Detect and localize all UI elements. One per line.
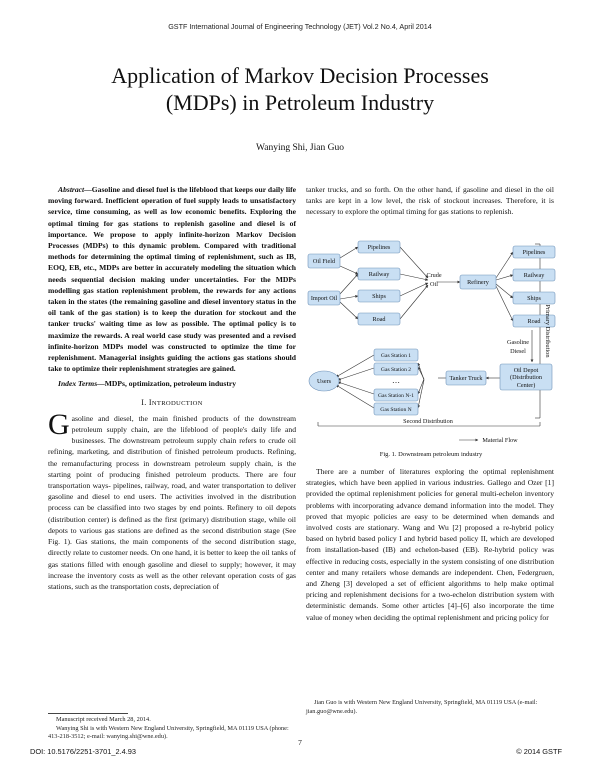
label-railway-b: Railway <box>523 272 545 279</box>
right-column-top <box>306 184 554 218</box>
abstract <box>48 184 296 374</box>
literature-paragraph: There are a number of literatures exploring the optimal replenishment strategies, which have been applied in various industries. Gallego and Ozer [1] provided the optimal replenishment policies for general multi-echelon inventory problems with incorporating advance demand information into the model. They proved that myopic policies are easy to be determined when demands and involved costs are stationary. Wang and Wu [2] proposed a re-hybrid policy based on hybrid based policy I and hybrid based policy II, which are developed from installation-based (IB) and echelon-based (EB). Re-hybrid policy was effective in reducing costs, especially in the system consisting of one distribution center and many retailers whose demands are independent. Chen, Federgruen, and Zheng [3] developed a set of efficient algorithms to help make optimal pricing and replenishment decisions for a two-echelon distribution system with deterministic demands. Some other articles [4]–[6] also incorporate the time value of money when deciding the optimal replenishment and pricing policy for <box>306 467 554 622</box>
section-heading-introduction <box>48 397 296 409</box>
label-ships-a: Ships <box>372 293 386 300</box>
label-oil-field: Oil Field <box>312 258 336 265</box>
label-material-flow: Material Flow <box>482 437 518 444</box>
label-pipelines-b: Pipelines <box>522 249 546 256</box>
footnotes-right <box>306 699 554 716</box>
right-top-paragraph: tanker trucks, and so forth. On the other hand, if gasoline and diesel in the oil tanks are kept in a low level, the risk of stockout increases. Therefore, it is necessary to explore the optimal timing for gas stations to replenish. <box>306 185 554 217</box>
introduction-text: asoline and diesel, the main finished products of the downstream petroleum supply chain, are the lifeblood of people's daily life and businesses. The downstream petroleum supply chain refers to crude oil refining, marketing, and distribution of finished petroleum products. Refining, the remanufacturing process in downstream petroleum supply chain, is the starting point of producing finished petroleum products. There are four transportation ways- pipelines, railway, road, and water transportation to deliver gasoline and diesel to end users. The activities involved in the distribution process can be classified into two stages by end points. Refinery to oil depots (distribution center) is defined as the first (primary) distribution stage, while oil depots to various gas stations are defined as the second distribution stage (See Fig. 1). Gas stations, the main components of the second distribution stage, directly relate to customer needs. On one hand, it is better to keep the oil tanks of gas stations filled with enough gasoline and diesel to supply; however, it may increase the inventory costs as well as the other relevant operation costs of gas stations, such as the transportation costs, depreciation of <box>48 413 296 591</box>
abstract-lead: Abstract <box>58 185 85 194</box>
doi: DOI: 10.5176/2251-3701_2.4.93 <box>30 747 137 756</box>
section-title-rest: NTRODUCTION <box>151 399 203 407</box>
label-distribution: (Distribution <box>510 374 542 381</box>
figure-caption: Fig. 1. Downstream petroleum industry <box>379 451 483 458</box>
label-second-distribution: Second Distribution <box>403 418 453 425</box>
label-gasoline: Gasoline <box>507 339 529 346</box>
label-road-a: Road <box>372 316 386 323</box>
label-import-oil: Import Oil <box>310 295 338 302</box>
label-gas-station-n: Gas Station N <box>380 407 412 413</box>
drop-cap: G <box>48 407 70 441</box>
label-center: Center) <box>516 382 536 389</box>
paper-title <box>60 62 540 116</box>
label-crude: Crude <box>426 272 442 279</box>
footnote-guo: Jian Guo is with Western New England University, Springfield, MA 01119 USA (e-mail: jian.guo@wne.edu). <box>306 699 538 715</box>
footnote-received: Manuscript received March 28, 2014. <box>56 716 151 723</box>
label-users: Users <box>316 378 332 385</box>
running-header: GSTF International Journal of Engineering Technology (JET) Vol.2 No.4, April 2014 <box>168 22 432 31</box>
index-terms-lead: Index Terms <box>58 379 98 389</box>
figure-1 <box>306 236 556 446</box>
label-oil: Oil <box>430 281 438 288</box>
authors: Wanying Shi, Jian Guo <box>256 143 344 153</box>
title-line-2: (MDPs) in Petroleum Industry <box>165 90 435 115</box>
page-number: 7 <box>298 738 302 747</box>
label-gas-station-2: Gas Station 2 <box>380 367 412 373</box>
footnote-shi: Wanying Shi is with Western New England University, Springfield, MA 01119 USA (phone: 413-218-3512; e-mail: wanying.shi@wne.edu). <box>48 724 289 741</box>
right-column-body <box>306 466 554 623</box>
label-road-b: Road <box>527 318 541 325</box>
left-column <box>48 184 296 592</box>
index-terms-text: —MDPs, optimization, petroleum industry <box>97 379 237 389</box>
label-primary-distribution: Primary Distribution <box>544 304 551 358</box>
label-gas-ellipsis: … <box>392 376 400 385</box>
label-gas-station-1: Gas Station 1 <box>380 353 412 359</box>
copyright: © 2014 GSTF <box>516 747 562 756</box>
label-ships-b: Ships <box>527 295 541 302</box>
section-title-initial: I <box>148 397 152 407</box>
label-railway-a: Railway <box>368 271 390 278</box>
label-oil-depot: Oil Depot <box>513 367 539 374</box>
title-line-1: Application of Markov Decision Processes <box>111 63 489 88</box>
section-numeral: I. <box>141 397 147 407</box>
label-diesel: Diesel <box>510 348 526 355</box>
introduction-paragraph <box>48 407 296 592</box>
supply-chain-diagram <box>306 236 556 446</box>
abstract-text: —Gasoline and diesel fuel is the lifeblood that keeps our daily life moving forward. Inefficient operation of fuel supply leads to unsatisfactory service, time consuming, as well as low economic benefits. Exploring the optimal timing for gas stations to replenish gasoline and diesel is of importance. We propose to apply infinite-horizon Markov Decision Processes (MDPs) to this dynamic problem. Compared with traditional methods for determining the optimal timing of replenishment, such as IB, EOQ, EB, etc., MDPs are better in accurately modeling the situation which needs sequential decision making under uncertainties. For the MDPs modelling gas station replenishment problem, the rewards for any actions taken in the states (the remaining gasoline and diesel inventory status in the oil tank of the gas station) is to keep the duration for stockout and the tanker trucks' waiting time as low as possible. The optimal policy is to maximize the rewards. A real world case study was presented and a revised infinite-horizon MDPs model was constructed to optimize the time for replenishment. Managerial insights guiding the actions gas stations should take to optimize their replenishment strategies are gained. <box>48 185 296 374</box>
index-terms <box>48 378 296 389</box>
label-refinery: Refinery <box>467 279 489 286</box>
label-pipelines-a: Pipelines <box>367 244 391 251</box>
label-tanker-truck: Tanker Truck <box>449 375 483 382</box>
footnote-divider <box>48 713 128 714</box>
label-gas-station-n-1: Gas Station N-1 <box>377 393 415 399</box>
